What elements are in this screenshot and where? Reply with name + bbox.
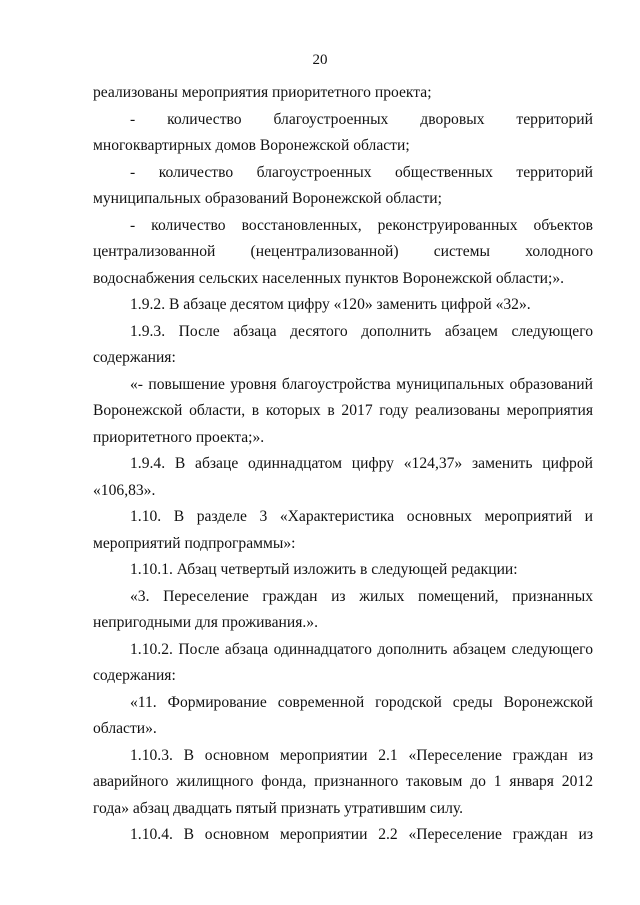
paragraph-list-item-courtyards: - количество благоустроенных дворовых территорий многоквартирных домов Воронежской области; (93, 110, 593, 154)
document-body (93, 80, 593, 849)
page-number: 20 (312, 52, 328, 68)
paragraph-quoted-resettlement: «3. Переселение граждан из жилых помещений, признанных непригодными для проживания.». (93, 587, 593, 631)
paragraph-1-9-3: 1.9.3. После абзаца десятого дополнить абзацем следующего содержания: (93, 322, 593, 366)
paragraph-list-item-water-supply: - количество восстановленных, реконструированных объектов централизованной (нецентрализованной) системы холодного водоснабжения сельских населенных пунктов Воронежской области;». (93, 216, 593, 287)
paragraph-1-10: 1.10. В разделе 3 «Характеристика основных мероприятий и мероприятий подпрограммы»: (93, 508, 593, 552)
paragraph-1-9-2: 1.9.2. В абзаце десятом цифру «120» заменить цифрой «32». (130, 296, 531, 313)
paragraph-list-item-public-areas: - количество благоустроенных общественных территорий муниципальных образований Воронежской области; (93, 163, 593, 207)
paragraph-quoted-urban-environment: «11. Формирование современной городской среды Воронежской области». (93, 693, 593, 737)
paragraph-1-10-1: 1.10.1. Абзац четвертый изложить в следующей редакции: (130, 561, 518, 578)
paragraph-continuation: реализованы мероприятия приоритетного проекта; (93, 84, 432, 101)
paragraph-1-10-2: 1.10.2. После абзаца одиннадцатого дополнить абзацем следующего содержания: (93, 640, 593, 684)
paragraph-1-10-3: 1.10.3. В основном мероприятии 2.1 «Переселение граждан из аварийного жилищного фонда, признанного таковым до 1 января 2012 года» абзац двадцать пятый признать утратившим силу. (93, 746, 593, 817)
paragraph-1-10-4: 1.10.4. В основном мероприятии 2.2 «Переселение граждан из (130, 826, 593, 843)
paragraph-1-9-4: 1.9.4. В абзаце одиннадцатом цифру «124,37» заменить цифрой «106,83». (93, 455, 593, 499)
paragraph-quoted-improvement: «- повышение уровня благоустройства муниципальных образований Воронежской области, в которых в 2017 году реализованы мероприятия приоритетного проекта;». (93, 375, 593, 446)
